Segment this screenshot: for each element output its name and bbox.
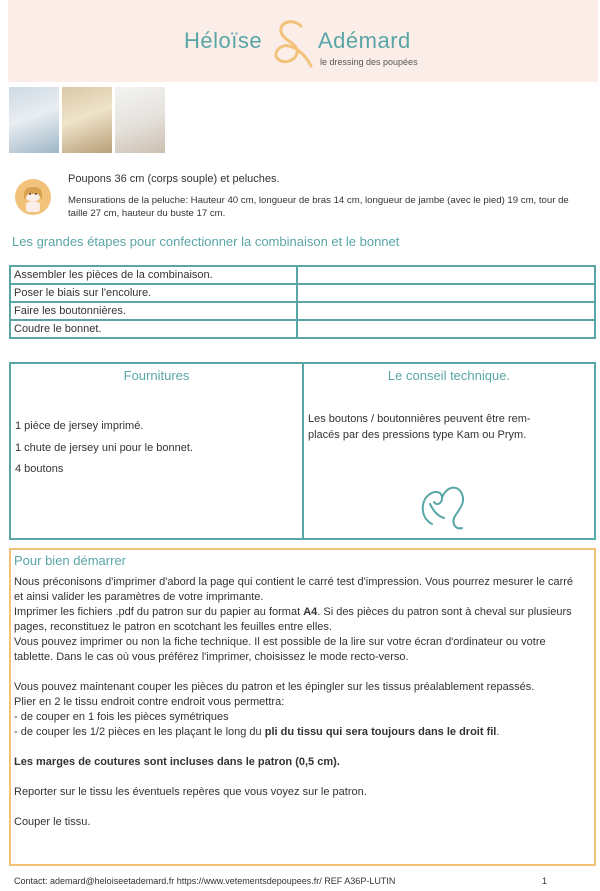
paragraph: Vous pouvez maintenant couper les pièces du patron et les épingler sur les tissus préalablement repassés. [14, 681, 535, 693]
getting-started-body [14, 575, 584, 830]
list-item: 1 chute de jersey uni pour le bonnet. [15, 441, 193, 454]
footer-contact: Contact: ademard@heloiseetademard.fr https://www.vetementsdepoupees.fr/ REF A36P-LUTIN [14, 876, 396, 886]
doll-size-line: Poupons 36 cm (corps souple) et peluches. [68, 173, 280, 185]
getting-started-title: Pour bien démarrer [14, 553, 126, 568]
step-check-cell [297, 266, 595, 284]
conseil-line: Les boutons / boutonnières peuvent être rem- [308, 413, 531, 425]
conseil-line: placés par des pressions type Kam ou Prym. [308, 428, 527, 441]
steps-table [9, 265, 596, 339]
table-row [10, 320, 595, 338]
step-check-cell [297, 302, 595, 320]
brand-tagline: le dressing des poupées [320, 57, 418, 67]
page-number: 1 [542, 876, 548, 886]
paragraph: Nous préconisons d'imprimer d'abord la page qui contient le carré test d'impression. Vous pourrez mesurer le carré et ainsi valider les paramètres de votre imprimante. [14, 576, 574, 603]
photo-romper-flat [115, 87, 165, 153]
step-label: Faire les boutonnières. [10, 302, 297, 320]
list-item: 4 boutons [15, 463, 64, 475]
doll-face-icon [14, 178, 52, 216]
text-span: . Si des pièces du patron sont à cheval sur plusieurs pages, reconstituez le patron en scotchant les feuilles entre elles. [14, 606, 572, 633]
paragraph: - de couper en 1 fois les pièces symétriques [14, 711, 229, 723]
conseil-text [308, 412, 588, 443]
fournitures-title: Fournitures [123, 368, 190, 383]
paper-format: A4 [303, 606, 318, 618]
conseil-box [302, 362, 596, 540]
photo-doll-romper [9, 87, 59, 153]
step-label: Assembler les pièces de la combinaison. [10, 266, 297, 284]
steps-heading: Les grandes étapes pour confectionner la combinaison et le bonnet [12, 234, 400, 249]
table-row [10, 302, 595, 320]
text-span: Imprimer les fichiers .pdf du patron sur du papier au format [14, 606, 304, 618]
text-span: . [496, 726, 500, 738]
table-row [10, 284, 595, 302]
paragraph [14, 605, 584, 635]
text-span: - de couper les 1/2 pièces en les plaçant le long du [14, 726, 265, 738]
paragraph: Plier en 2 le tissu endroit contre endroit vous permettra: [14, 696, 285, 708]
hand-tip-icon [412, 474, 474, 536]
paragraph: Vous pouvez imprimer ou non la fiche technique. Il est possible de la lire sur votre écran d'ordinateur ou votre tablette. Dans le cas où vous préférez l'imprimer, choisissez le mode recto-verso. [14, 636, 546, 663]
step-label: Coudre le bonnet. [10, 320, 297, 338]
step-label: Poser le biais sur l'encolure. [10, 284, 297, 302]
product-photos [9, 87, 165, 153]
fournitures-list [15, 416, 193, 481]
paragraph [14, 725, 584, 740]
fournitures-box [9, 362, 304, 540]
photo-bear-romper [62, 87, 112, 153]
brand-name-left: Héloïse [184, 28, 263, 53]
seam-allowance-note: Les marges de coutures sont incluses dans le patron (0,5 cm). [14, 756, 340, 768]
doll-measurements: Mensurations de la peluche: Hauteur 40 cm, longueur de bras 14 cm, longueur de jambe (avec le pied) 19 cm, tour de taille 27 cm, hauteur du buste 17 cm. [68, 195, 569, 219]
brand-name-right: Adémard [318, 28, 411, 53]
grain-note: pli du tissu qui sera toujours dans le droit fil [264, 726, 497, 738]
step-check-cell [297, 320, 595, 338]
page-header [8, 0, 598, 82]
list-item: 1 pièce de jersey imprimé. [15, 420, 144, 432]
paragraph: Reporter sur le tissu les éventuels repères que vous voyez sur le patron. [14, 786, 367, 798]
ampersand-logo-icon [267, 16, 315, 72]
paragraph: Couper le tissu. [14, 816, 91, 828]
getting-started-box [9, 548, 596, 866]
conseil-title: Le conseil technique. [387, 368, 511, 383]
table-row [10, 266, 595, 284]
step-check-cell [297, 284, 595, 302]
